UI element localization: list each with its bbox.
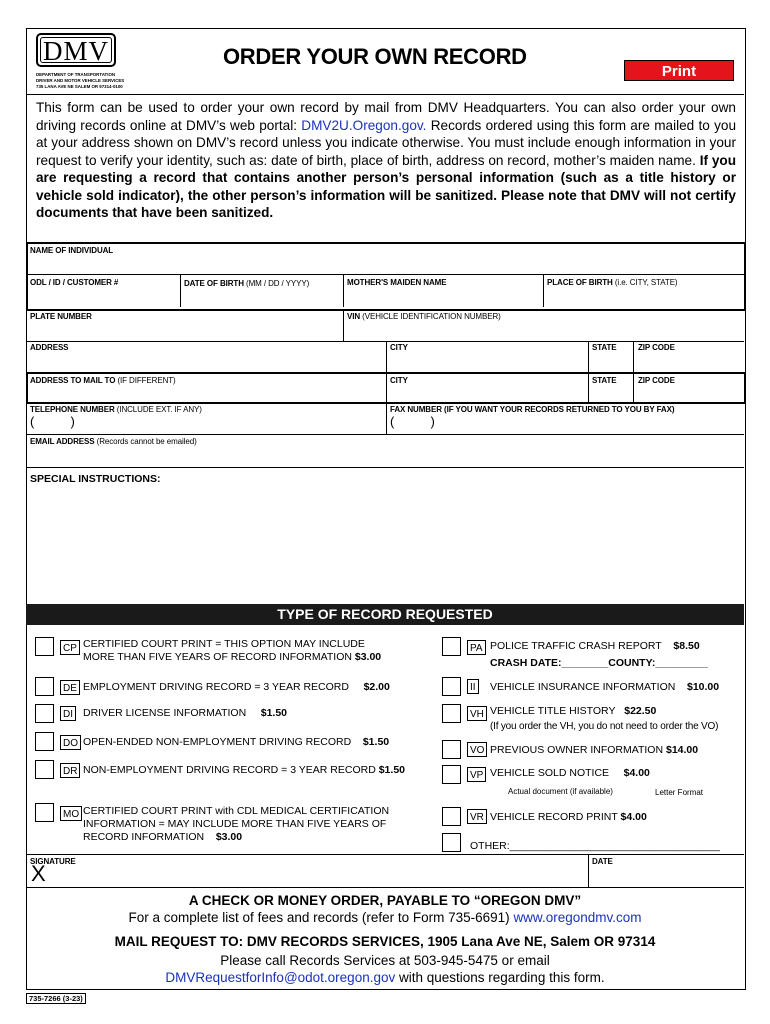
option-vp: VEHICLE SOLD NOTICE $4.00 xyxy=(490,767,650,779)
dmv-logo-text: DMV xyxy=(42,36,109,66)
dmv2u-link[interactable]: DMV2U.Oregon.gov. xyxy=(301,117,427,133)
mail-request: MAIL REQUEST TO: DMV RECORDS SERVICES, 1905 Lana Ave NE, Salem OR 97314 xyxy=(114,934,656,949)
option-mo: CERTIFIED COURT PRINT with CDL MEDICAL CERTIFICATION INFORMATION = MAY INCLUDE MORE THAN FIVE YEARS OF RECORD INFORMATION $3.00 xyxy=(83,805,390,843)
mail-address-label: ADDRESS TO MAIL TO (IF DIFFERENT) xyxy=(30,376,176,385)
form-number: 735-7266 (3-23) xyxy=(26,993,86,1004)
record-type-heading: TYPE OF RECORD REQUESTED xyxy=(26,604,744,625)
code-mo: MO xyxy=(60,806,82,821)
email-link[interactable]: DMVRequestforInfo@odot.oregon.gov xyxy=(165,970,396,985)
checkbox-vh[interactable] xyxy=(442,704,461,723)
code-vo: VO xyxy=(467,742,487,757)
code-de: DE xyxy=(60,680,80,695)
code-pa: PA xyxy=(467,640,486,655)
pob-label: PLACE OF BIRTH (i.e. CITY, STATE) xyxy=(547,278,678,287)
option-vh: VEHICLE TITLE HISTORY $22.50 xyxy=(490,705,657,717)
oregondmv-link[interactable]: www.oregondmv.com xyxy=(513,910,642,925)
option-di: DRIVER LICENSE INFORMATION $1.50 xyxy=(83,707,288,719)
option-vr: VEHICLE RECORD PRINT $4.00 xyxy=(490,811,647,823)
fax-label: FAX NUMBER (IF YOU WANT YOUR RECORDS RETURNED TO YOU BY FAX) xyxy=(390,405,675,414)
checkbox-vp[interactable] xyxy=(442,765,461,784)
intro-text xyxy=(36,99,736,222)
check-note: A CHECK OR MONEY ORDER, PAYABLE TO “OREGON DMV” xyxy=(188,893,582,908)
signature-label: SIGNATURE xyxy=(30,857,76,866)
code-vh: VH xyxy=(467,706,487,721)
email-note: DMVRequestforInfo@odot.oregon.gov with questions regarding this form. xyxy=(165,970,605,985)
actual-document-note: Actual document (if available) xyxy=(508,787,613,796)
intro-bold-notice: If you are requesting a record that contains another person’s personal information (such as a title history or vehicle sold indicator), the other person’s information will be sanitized. Please note that DMV will not certify documents that have been sanitized. xyxy=(36,152,737,220)
option-cp: CERTIFIED COURT PRINT = THIS OPTION MAY INCLUDE MORE THAN FIVE YEARS OF RECORD INFORMATION $3.00 xyxy=(83,638,382,663)
other-field[interactable]: OTHER:____________________________________ xyxy=(470,840,720,852)
option-vo: PREVIOUS OWNER INFORMATION $14.00 xyxy=(490,744,699,756)
option-pa: POLICE TRAFFIC CRASH REPORT $8.50 xyxy=(490,640,700,652)
crash-date-county[interactable]: CRASH DATE:________COUNTY:_________ xyxy=(490,657,708,669)
fees-note: For a complete list of fees and records (refer to Form 735-6691) www.oregondmv.com xyxy=(128,910,642,925)
option-do: OPEN-ENDED NON-EMPLOYMENT DRIVING RECORD $1.50 xyxy=(83,736,390,748)
signature-x[interactable]: X xyxy=(31,861,46,886)
option-ii: VEHICLE INSURANCE INFORMATION $10.00 xyxy=(490,681,720,693)
special-instructions-label: SPECIAL INSTRUCTIONS: xyxy=(30,473,161,485)
name-label: NAME OF INDIVIDUAL xyxy=(30,246,114,255)
call-note: Please call Records Services at 503-945-5475 or email xyxy=(220,953,550,968)
state-label: STATE xyxy=(592,343,617,352)
dmv-logo-subtext-2: DRIVER AND MOTOR VEHICLE SERVICES xyxy=(36,78,125,83)
phone-label: TELEPHONE NUMBER (INCLUDE EXT. IF ANY) xyxy=(30,405,202,414)
vh-note: (If you order the VH, you do not need to order the VO) xyxy=(490,721,719,732)
dmv-logo-badge xyxy=(36,33,116,67)
dmv-logo-subtext-3: 735 LANA AVE NE SALEM OR 97314-0100 xyxy=(36,84,123,89)
plate-label: PLATE NUMBER xyxy=(30,312,92,321)
code-do: DO xyxy=(60,735,81,750)
code-cp: CP xyxy=(60,640,80,655)
letter-format-note: Letter Format xyxy=(655,788,704,797)
intro-part2: Records ordered using this form are mailed to you at your address shown on DMV’s record unless you indicate otherwise. You must include enough information in your request to verify your identity, such as: date of birth, place of birth, address on record, mother’s maiden name. xyxy=(36,117,736,168)
mail-zip-label: ZIP CODE xyxy=(638,376,675,385)
dmv-logo-subtext-1: DEPARTMENT OF TRANSPORTATION xyxy=(36,72,116,77)
address-label: ADDRESS xyxy=(30,343,69,352)
print-button[interactable]: Print xyxy=(624,60,734,81)
mail-state-label: STATE xyxy=(592,376,617,385)
checkbox-cp[interactable] xyxy=(35,637,54,656)
page-title: ORDER YOUR OWN RECORD xyxy=(223,44,527,69)
checkbox-di[interactable] xyxy=(35,704,54,723)
checkbox-dr[interactable] xyxy=(35,760,54,779)
vin-label: VIN (VEHICLE IDENTIFICATION NUMBER) xyxy=(347,312,501,321)
fax-paren[interactable]: ( ) xyxy=(390,414,435,429)
dmv-logo xyxy=(34,33,125,93)
code-ii: II xyxy=(467,679,479,694)
mail-city-label: CITY xyxy=(390,376,408,385)
checkbox-ii[interactable] xyxy=(442,677,461,696)
option-de: EMPLOYMENT DRIVING RECORD = 3 YEAR RECORD $2.00 xyxy=(83,681,390,693)
dob-label: DATE OF BIRTH (MM / DD / YYYY) xyxy=(184,279,310,288)
maiden-label: MOTHER'S MAIDEN NAME xyxy=(347,278,447,287)
date-label: DATE xyxy=(592,857,613,866)
checkbox-do[interactable] xyxy=(35,732,54,751)
code-vr: VR xyxy=(467,809,487,824)
zip-label: ZIP CODE xyxy=(638,343,675,352)
checkbox-de[interactable] xyxy=(35,677,54,696)
code-vp: VP xyxy=(467,767,486,782)
phone-paren[interactable]: ( ) xyxy=(30,414,75,429)
city-label: CITY xyxy=(390,343,408,352)
checkbox-mo[interactable] xyxy=(35,803,54,822)
code-di: DI xyxy=(60,706,76,721)
checkbox-vo[interactable] xyxy=(442,740,461,759)
checkbox-vr[interactable] xyxy=(442,807,461,826)
email-label: EMAIL ADDRESS (Records cannot be emailed) xyxy=(30,437,197,446)
checkbox-other[interactable] xyxy=(442,833,461,852)
odl-label: ODL / ID / CUSTOMER # xyxy=(30,278,119,287)
option-dr: NON-EMPLOYMENT DRIVING RECORD = 3 YEAR RECORD $1.50 xyxy=(83,764,405,776)
name-box[interactable] xyxy=(26,242,746,311)
checkbox-pa[interactable] xyxy=(442,637,461,656)
intro-part1: This form can be used to order your own record by mail from DMV Headquarters. You can also order your own driving records online at DMV’s web portal: xyxy=(36,100,736,133)
code-dr: DR xyxy=(60,763,80,778)
